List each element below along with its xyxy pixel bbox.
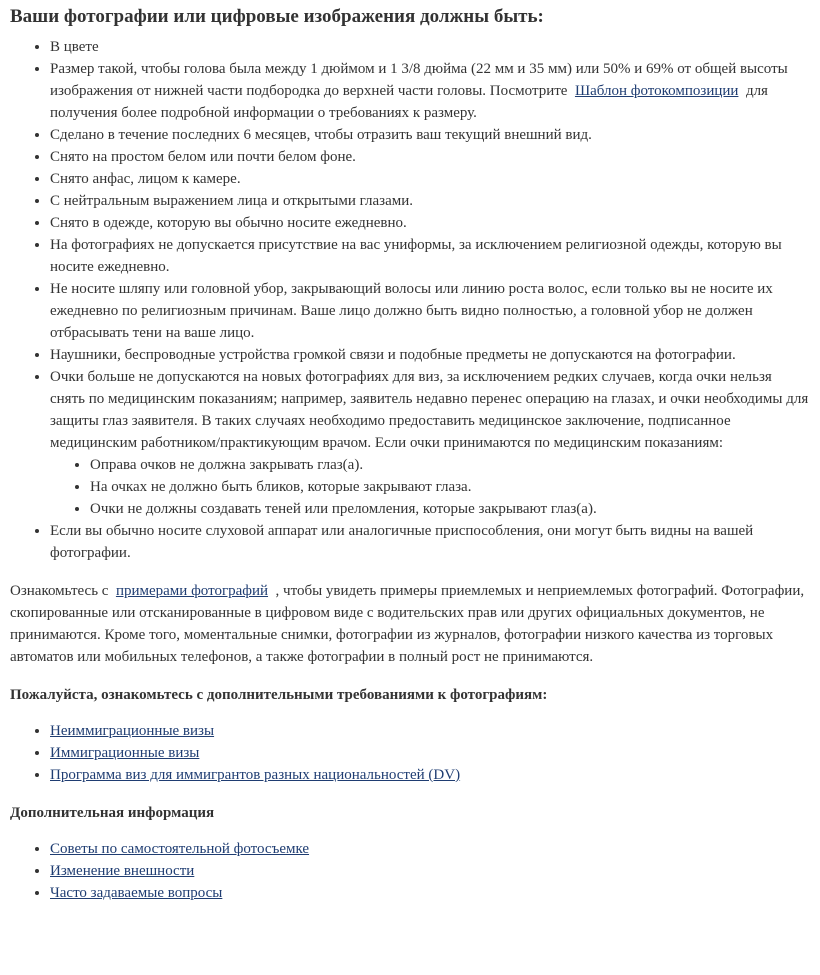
additional-requirements-heading: Пожалуйста, ознакомьтесь с дополнительными требованиями к фотографиям:: [10, 687, 548, 703]
paragraph-text: , чтобы увидеть примеры приемлемых и неприемлемых фотографий. Фотографии, скопированные или отсканированные в цифровом виде с водительских прав или других официальных документов, не принимаются. Кроме того, моментальные снимки, фотографии из журналов, фотографии низкого качества из торговых автоматов или мобильных телефонов, а также фотографии в полный рост не принимаются.: [10, 583, 805, 665]
page-title: Ваши фотографии или цифровые изображения должны быть:: [10, 6, 544, 27]
requirements-list: [10, 36, 810, 564]
list-item: [50, 742, 810, 764]
glasses-sublist: [50, 454, 810, 520]
list-item: [50, 882, 810, 904]
list-item: [50, 764, 810, 786]
list-item: [50, 720, 810, 742]
visa-links-list: [10, 720, 810, 786]
appearance-change-link[interactable]: Изменение внешности: [50, 863, 195, 879]
faq-link[interactable]: Часто задаваемые вопросы: [50, 885, 223, 901]
paragraph-text: Ознакомьтесь с: [10, 583, 109, 599]
immigrant-visas-link[interactable]: Иммиграционные визы: [50, 745, 200, 761]
list-item-text: Размер такой, чтобы голова была между 1 дюймом и 1 3/8 дюйма (22 мм и 35 мм) или 50% и 69% от общей высоты изображения от нижней части подбородка до верхней части головы. Посмотрите: [50, 61, 788, 99]
list-item-glasses: [50, 366, 810, 520]
sub-list-item: • На очках не должно быть бликов, которые закрывают глаза.: [90, 476, 810, 498]
list-item-text: Очки больше не допускаются на новых фотографиях для виз, за исключением редких случаев, когда очки нельзя снять по медицинским показаниям; например, заявитель недавно перенес операцию на глазах, и очки необходимы для защиты глаз заявителя. В таких случаях необходимо предоставить медицинское заключение, подписанное медицинским работником/практикующим врачом. Если очки принимаются по медицинским показаниям:: [50, 369, 809, 451]
list-item-head-size: [50, 58, 810, 124]
nonimmigrant-visas-link[interactable]: Неиммиграционные визы: [50, 723, 215, 739]
list-item: • Если вы обычно носите слуховой аппарат или аналогичные приспособления, они могут быть видны на вашей фотографии.: [50, 520, 810, 564]
sub-list-item: • Оправа очков не должна закрывать глаз(а).: [90, 454, 810, 476]
self-photo-tips-link[interactable]: Советы по самостоятельной фотосъемке: [50, 841, 310, 857]
photo-examples-link[interactable]: примерами фотографий: [115, 583, 269, 599]
sub-list-item: • Очки не должны создавать теней или преломления, которые закрывают глаз(а).: [90, 498, 810, 520]
list-item: • Не носите шляпу или головной убор, закрывающий волосы или линию роста волос, если только вы не носите их ежедневно по религиозным причинам. Ваше лицо должно быть видно полностью, а головной убор не должен отбрасывать тени на ваше лицо.: [50, 278, 810, 344]
list-item-text: для получения более подробной информации о требованиях к размеру.: [50, 83, 768, 121]
dv-program-link[interactable]: Программа виз для иммигрантов разных национальностей (DV): [50, 767, 461, 783]
list-item: • Наушники, беспроводные устройства громкой связи и подобные предметы не допускаются на фотографии.: [50, 344, 810, 366]
list-item: • Снято анфас, лицом к камере.: [50, 168, 810, 190]
photo-template-link[interactable]: Шаблон фотокомпозиции: [574, 83, 739, 99]
list-item: • Снято в одежде, которую вы обычно носите ежедневно.: [50, 212, 810, 234]
list-item: • Сделано в течение последних 6 месяцев, чтобы отразить ваш текущий внешний вид.: [50, 124, 810, 146]
list-item: • С нейтральным выражением лица и открытыми глазами.: [50, 190, 810, 212]
list-item: [50, 838, 810, 860]
more-info-list: [10, 838, 810, 904]
examples-paragraph: [10, 580, 810, 668]
list-item: • Снято на простом белом или почти белом фоне.: [50, 146, 810, 168]
list-item: • На фотографиях не допускается присутствие на вас униформы, за исключением религиозной одежды, которую вы носите ежедневно.: [50, 234, 810, 278]
list-item: • В цвете: [50, 36, 810, 58]
list-item: [50, 860, 810, 882]
more-info-heading: Дополнительная информация: [10, 805, 215, 821]
